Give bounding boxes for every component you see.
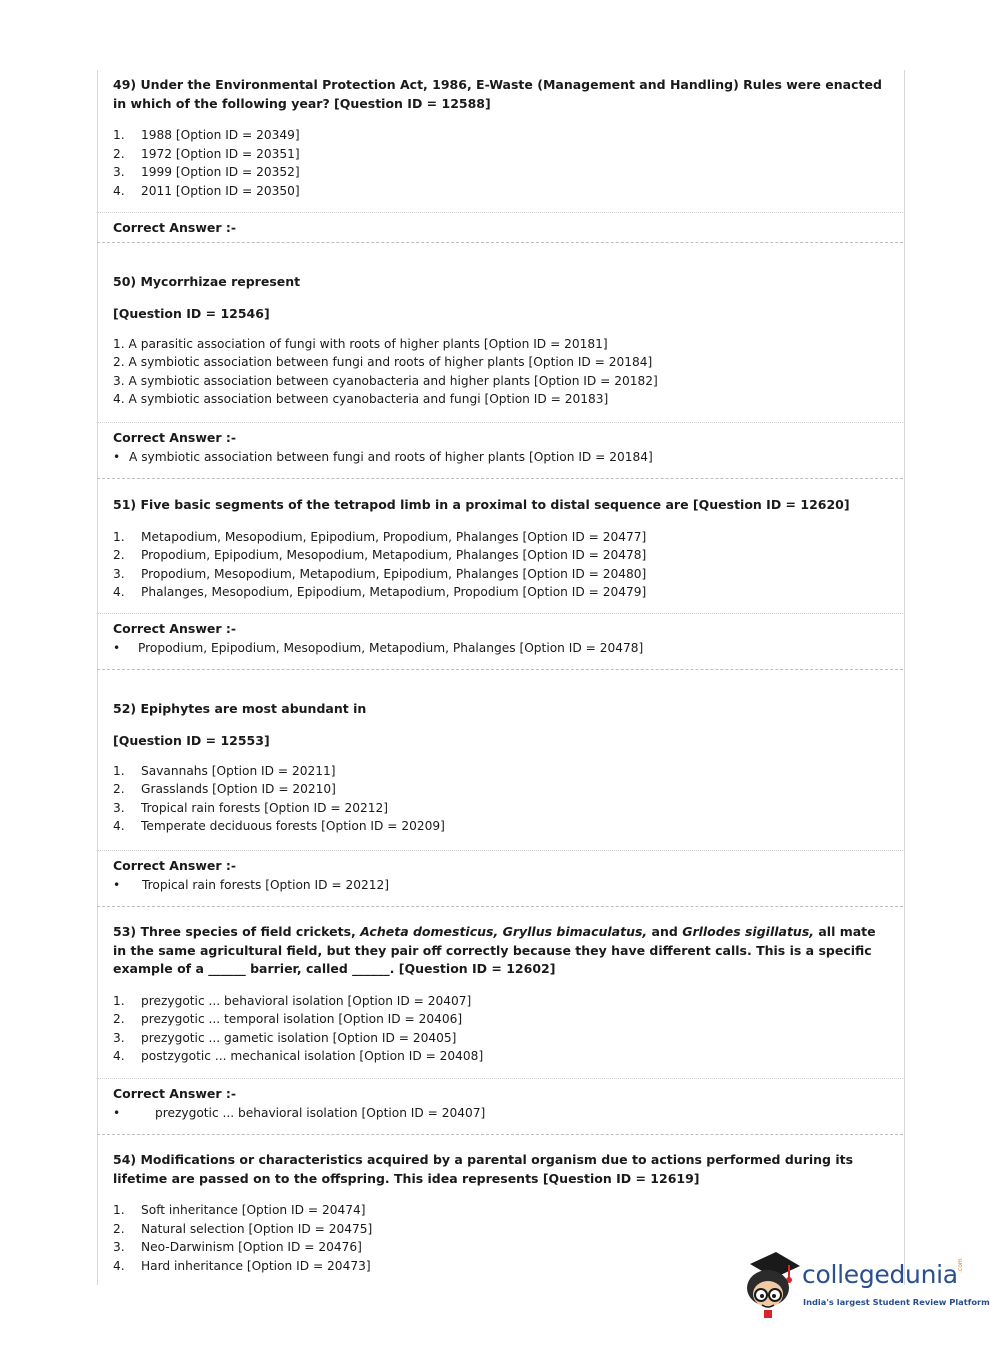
option-item: 3. 1999 [Option ID = 20352]: [113, 165, 300, 179]
option-item: 1. A parasitic association of fungi with roots of higher plants [Option ID = 20181]: [113, 336, 608, 351]
question-50: [113, 273, 888, 409]
answer-block-50: [113, 430, 888, 464]
option-item: 4. 2011 [Option ID = 20350]: [113, 183, 300, 198]
option-item: 2. Propodium, Epipodium, Mesopodium, Metapodium, Phalanges [Option ID = 20478]: [113, 548, 647, 562]
logo-wordmark: collegedunia: [802, 1260, 958, 1289]
question-id: [Question ID = 12546]: [113, 305, 270, 321]
correct-answer: • Propodium, Epipodium, Mesopodium, Metapodium, Phalanges [Option ID = 20478]: [113, 641, 644, 655]
option-item: 4. Hard inheritance [Option ID = 20473]: [113, 1258, 371, 1273]
collegedunia-logo: [742, 1248, 990, 1320]
correct-answer-label: Correct Answer :-: [113, 858, 237, 873]
question-52: [113, 700, 888, 836]
option-list: [113, 992, 888, 1066]
correct-answer-label: Correct Answer :-: [113, 621, 237, 636]
answer-block-52: [113, 858, 888, 892]
divider: [97, 242, 903, 243]
option-item: 1. Soft inheritance [Option ID = 20474]: [113, 1203, 366, 1217]
option-item: 3. prezygotic ... gametic isolation [Option ID = 20405]: [113, 1030, 457, 1045]
divider: [97, 1134, 903, 1135]
option-item: 1. Metapodium, Mesopodium, Epipodium, Propodium, Phalanges [Option ID = 20477]: [113, 529, 647, 544]
correct-answer-label: Correct Answer :-: [113, 430, 237, 445]
option-item: 3. A symbiotic association between cyanobacteria and higher plants [Option ID = 20182]: [113, 373, 658, 388]
divider: [97, 212, 903, 213]
question-title: 52) Epiphytes are most abundant in: [113, 701, 367, 716]
option-list: [113, 335, 888, 409]
correct-answer: • prezygotic ... behavioral isolation [Option ID = 20407]: [113, 1106, 486, 1120]
option-item: 2. Grasslands [Option ID = 20210]: [113, 782, 336, 796]
correct-answer-label: Correct Answer :-: [113, 1086, 237, 1101]
option-item: 2. 1972 [Option ID = 20351]: [113, 146, 300, 161]
option-list: [113, 762, 888, 836]
option-item: 2. A symbiotic association between fungi and roots of higher plants [Option ID = 20184]: [113, 355, 653, 369]
divider: [97, 478, 903, 479]
question-title: 49) Under the Environmental Protection Act, 1986, E-Waste (Management and Handling) Rules were enacted in which of the following year? [Question ID = 12588]: [113, 77, 882, 111]
question-title: 53) Three species of field crickets, Acheta domesticus, Gryllus bimaculatus, and Grllodes sigillatus, all mate in the same agricultural field, but they pair off correctly because they have different calls. This is a specific example of a ______ barrier, called ______. [Question ID = 12602]: [113, 924, 876, 976]
logo-tagline: India's largest Student Review Platform: [803, 1297, 990, 1307]
option-item: 4. Phalanges, Mesopodium, Epipodium, Metapodium, Propodium [Option ID = 20479]: [113, 585, 647, 599]
option-item: 3. Propodium, Mesopodium, Metapodium, Epipodium, Phalanges [Option ID = 20480]: [113, 566, 647, 581]
option-item: 1. prezygotic ... behavioral isolation [Option ID = 20407]: [113, 993, 472, 1008]
option-item: 3. Tropical rain forests [Option ID = 20212]: [113, 800, 388, 815]
question-53: [113, 923, 888, 1066]
answer-block-51: [113, 621, 888, 655]
divider: [97, 613, 903, 614]
option-item: 1. Savannahs [Option ID = 20211]: [113, 763, 336, 778]
option-item: 2. Natural selection [Option ID = 20475]: [113, 1221, 373, 1236]
divider: [97, 906, 903, 907]
logo-suffix: .com: [957, 1258, 964, 1273]
divider: [97, 850, 903, 851]
divider: [97, 422, 903, 423]
option-item: 2. prezygotic ... temporal isolation [Option ID = 20406]: [113, 1012, 463, 1026]
question-49: [113, 76, 888, 200]
question-id: [Question ID = 12553]: [113, 732, 270, 748]
answer-block-53: [113, 1086, 888, 1120]
question-title: 51) Five basic segments of the tetrapod limb in a proximal to distal sequence are [Question ID = 12620]: [113, 497, 850, 512]
question-title: 50) Mycorrhizae represent: [113, 274, 301, 289]
option-list: [113, 126, 888, 200]
option-item: 1. 1988 [Option ID = 20349]: [113, 128, 300, 142]
option-item: 4. Temperate deciduous forests [Option ID = 20209]: [113, 819, 445, 833]
option-item: 3. Neo-Darwinism [Option ID = 20476]: [113, 1240, 362, 1254]
option-list: [113, 528, 888, 602]
correct-answer-label: Correct Answer :-: [113, 220, 237, 235]
answer-block-49: [113, 220, 888, 235]
divider: [97, 1078, 903, 1079]
correct-answer: • A symbiotic association between fungi and roots of higher plants [Option ID = 20184]: [113, 450, 653, 464]
option-item: 4. A symbiotic association between cyanobacteria and fungi [Option ID = 20183]: [113, 392, 609, 406]
mascot-icon: [742, 1248, 804, 1320]
option-item: 4. postzygotic ... mechanical isolation [Option ID = 20408]: [113, 1049, 484, 1063]
divider: [97, 669, 903, 670]
question-51: [113, 496, 888, 602]
correct-answer: • Tropical rain forests [Option ID = 20212]: [113, 878, 389, 892]
question-title: 54) Modifications or characteristics acquired by a parental organism due to actions performed during its lifetime are passed on to the offspring. This idea represents [Question ID = 12619]: [113, 1152, 854, 1186]
